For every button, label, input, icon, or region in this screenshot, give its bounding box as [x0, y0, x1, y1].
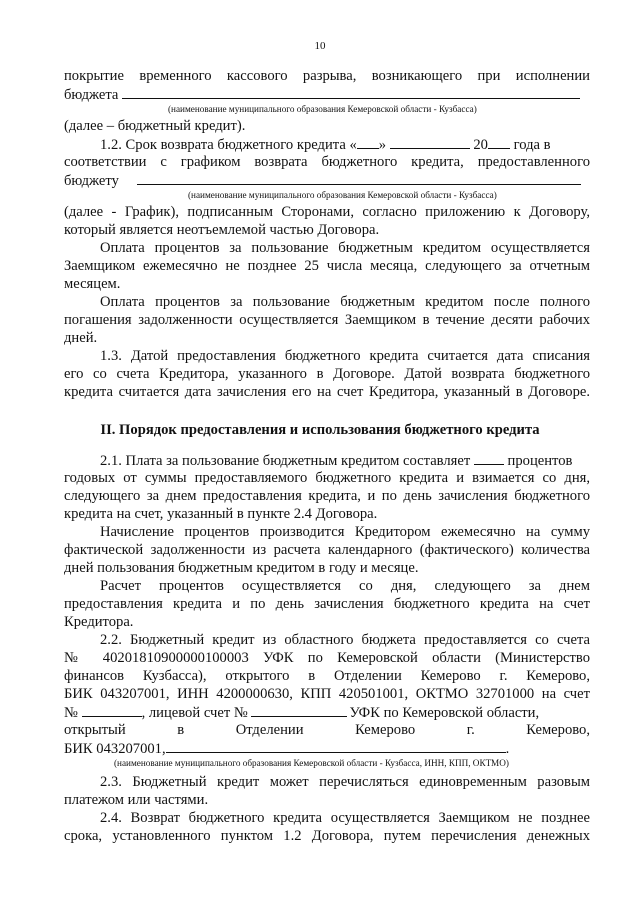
text-fragment: , лицевой счет №	[141, 705, 248, 721]
text-line: срока, установленного пунктом 1.2 Договора, путем перечисления денежных	[64, 828, 590, 844]
text-line: Оплата процентов за пользование бюджетным кредитом после полного	[100, 294, 590, 310]
text-line: месяцем.	[64, 276, 121, 292]
text-line: 2.4. Возврат бюджетного кредита осуществляется Заемщиком не позднее	[100, 810, 590, 826]
text-line: (далее - График), подписанным Сторонами, согласно приложению к Договору,	[64, 204, 590, 220]
text-line: предоставления кредита и по день зачисления бюджетного кредита на счет	[64, 596, 590, 612]
text-line: (далее – бюджетный кредит).	[64, 118, 246, 134]
text-fragment: УФК по Кемеровской области,	[349, 705, 540, 721]
text-line	[100, 452, 590, 470]
text-line: платежом или частями.	[64, 792, 209, 808]
text-fragment: процентов	[507, 453, 573, 469]
text-fragment: бюджета	[64, 87, 119, 103]
text-line: соответствии с графиком возврата бюджетного кредита, предоставленного	[64, 154, 590, 170]
field-caption: (наименование муниципального образования Кемеровской области - Кузбасса, ИНН, КПП, ОКТМО)	[114, 758, 509, 768]
text-line	[64, 704, 590, 722]
text-line: Оплата процентов за пользование бюджетным кредитом осуществляется	[100, 240, 590, 256]
text-line: 1.3. Датой предоставления бюджетного кредита считается дата списания	[100, 348, 590, 364]
text-line: дней.	[64, 330, 98, 346]
text-line: следующего за днем предоставления кредита, и по день зачисления бюджетного	[64, 488, 590, 504]
text-line: годовых от суммы предоставляемого бюджетного кредита и взимается со дня,	[64, 470, 590, 486]
text-line: погашения задолженности осуществляется Заемщиком в течение десяти рабочих	[64, 312, 590, 328]
text-line: открытый в Отделении Кемерово г. Кемерово,	[64, 722, 590, 738]
blank-line	[122, 86, 580, 99]
text-line: который является неотъемлемой частью Договора.	[64, 222, 380, 238]
text-line	[64, 172, 590, 190]
text-line: кредита на счет, указанный в пункте 2.4 Договора.	[64, 506, 378, 522]
text-line: Расчет процентов осуществляется со дня, следующего за днем	[100, 578, 590, 594]
text-line: 2.2. Бюджетный кредит из областного бюджета предоставляется со счета	[100, 632, 590, 648]
text-line: его со счета Кредитора, указанного в Договоре. Датой возврата бюджетного	[64, 366, 590, 382]
text-line: финансов Кузбасса), открытого в Отделении Кемерово г. Кемерово,	[64, 668, 590, 684]
text-fragment: 2.1. Плата за пользование бюджетным кредитом составляет	[100, 453, 471, 469]
blank-line	[357, 136, 379, 149]
text-line: № 40201810900000100003 УФК по Кемеровской области (Министерство	[64, 650, 590, 666]
text-line: Начисление процентов производится Кредитором ежемесячно на сумму	[100, 524, 590, 540]
text-line: фактической задолженности из расчета календарного (фактического) количества	[64, 542, 590, 558]
text-line: БИК 043207001, .	[64, 741, 510, 757]
blank-line	[474, 452, 504, 465]
text-line: Кредитора.	[64, 614, 134, 630]
blank-line	[166, 740, 506, 753]
text-fragment: бюджету	[64, 173, 119, 189]
blank-line	[137, 172, 581, 185]
field-caption: (наименование муниципального образования Кемеровской области - Кузбасса)	[188, 190, 497, 200]
text-fragment: БИК 043207001,	[64, 741, 166, 757]
text-line: БИК 043207001, ИНН 4200000630, КПП 420501001, ОКТМО 32701000 на счет	[64, 686, 590, 702]
text-line	[100, 136, 590, 154]
blank-line	[390, 136, 470, 149]
section-heading: II. Порядок предоставления и использования бюджетного кредита	[100, 422, 540, 438]
text-line: покрытие временного кассового разрыва, возникающего при исполнении	[64, 68, 590, 84]
text-fragment: года в	[513, 137, 551, 153]
page-number: 10	[314, 40, 326, 52]
text-fragment: 20	[473, 137, 488, 153]
text-fragment: 1.2. Срок возврата бюджетного кредита «	[100, 137, 357, 153]
text-line: Заемщиком ежемесячно не позднее 25 числа месяца, следующего за отчетным	[64, 258, 590, 274]
text-line: дней пользования бюджетным кредитом в году и месяце.	[64, 560, 419, 576]
text-line	[64, 86, 590, 104]
field-caption: (наименование муниципального образования Кемеровской области - Кузбасса)	[168, 104, 477, 114]
blank-line	[82, 704, 142, 717]
text-line: 2.3. Бюджетный кредит может перечисляться единовременным разовым	[100, 774, 590, 790]
text-line: кредита считается дата зачисления его на счет Кредитора, указанный в Договоре.	[64, 384, 590, 400]
blank-line	[251, 704, 347, 717]
blank-line	[488, 136, 510, 149]
text-fragment: №	[64, 705, 78, 721]
text-fragment: »	[378, 137, 387, 153]
